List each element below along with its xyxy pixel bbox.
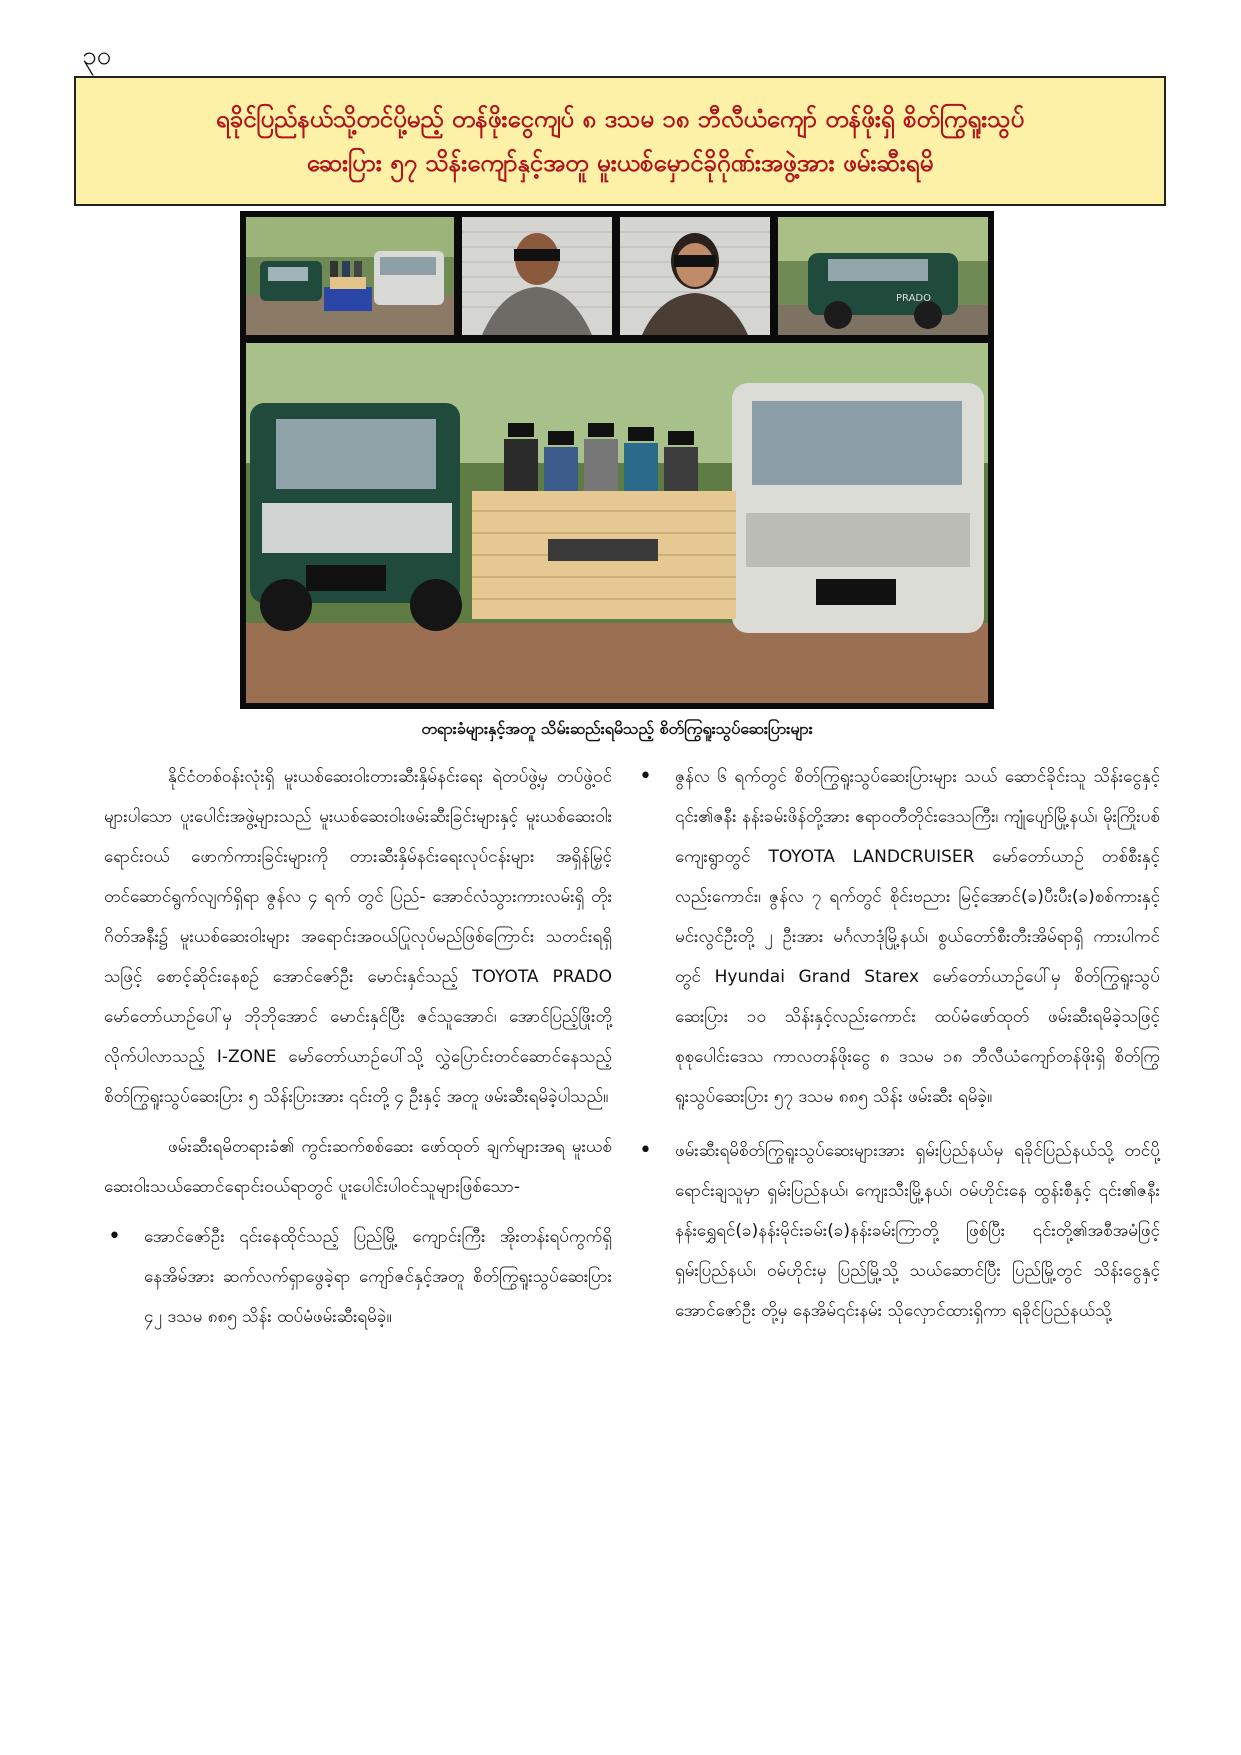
prado-badge-text: PRADO: [896, 293, 931, 304]
left-column: [104, 757, 612, 1351]
list-item: • အောင်ဇော်ဦး ၎င်းနေထိုင်သည့် ပြည်မြို့ ကျောင်းကြီး အိုးတန်းရပ်ကွက်ရှိ နေအိမ်အား ဆက်လက်ရှာဖွေခဲ့ရာ ကျော်ဇင်နှင့်အတူ စိတ်ကြွရူးသွပ်ဆေးပြား ၄၂ ဒသမ ၈၈၅ သိန်း ထပ်မံဖမ်းဆီးရမိခဲ့။: [104, 1217, 612, 1337]
photo-thumb-prado: [778, 217, 988, 335]
photo-thumb-vehicles-group: [246, 217, 454, 335]
headline-line-1: ရခိုင်ပြည်နယ်သို့တင်ပို့မည့် တန်ဖိုးငွေကျပ် ၈ ဒသမ ၁၈ ဘီလီယံကျော် တန်ဖိုးရှိ စိတ်ကြွရူးသွပ်: [215, 105, 1025, 133]
list-item: • ဖမ်းဆီးရမိစိတ်ကြွရူးသွပ်ဆေးများအား ရှမ်းပြည်နယ်မှ ရခိုင်ပြည်နယ်သို့ တင်ပို့ရောင်းချသူမှာ ရှမ်းပြည်နယ်၊ ကျေးသီးမြို့နယ်၊ ဝမ်ဟိုင်းနေ ထွန်းစီနှင့် ၎င်း၏ဇနီး နန်းရွှေရင်(ခ)နန်းမိုင်းခမ်း(ခ)နန်းခမ်းကြာတို့ ဖြစ်ပြီး ၎င်းတို့၏အစီအမံဖြင့် ရှမ်းပြည်နယ်၊ ဝမ်ဟိုင်းမှ ပြည်မြို့သို့ သယ်ဆောင်ပြီး ပြည်မြို့တွင် သိန်းငွေနှင့် အောင်ဇော်ဦး တို့မှ နေအိမ်၎င်းနမ်း သိုလှောင်ထားရှိကာ ရခိုင်ပြည်နယ်သို့: [635, 1131, 1160, 1331]
photo-collage: [240, 211, 994, 709]
photo-main-seizure: [246, 343, 988, 703]
photo-thumb-suspect-man: [462, 217, 612, 335]
page-number: ၃၀: [82, 41, 112, 71]
list-item: • ဇွန်လ ၆ ရက်တွင် စိတ်ကြွရူးသွပ်ဆေးပြားများ သယ် ဆောင်ခိုင်းသူ သိန်းငွေနှင့် ၎င်း၏ဇနီး နန်းခမ်းဖိန်တို့အား ဧရာဝတီတိုင်းဒေသကြီး၊ ကျုံပျော်မြို့နယ်၊ မိုးကြိုးပစ် ကျေးရွာတွင် TOYOTA LANDCRUISER မော်တော်ယာဉ် တစ်စီးနှင့်လည်းကောင်း၊ ဇွန်လ ၇ ရက်တွင် စိုင်းဗညား မြင့်အောင်(ခ)ပီးပီး(ခ)စစ်ကားနှင့် မင်းလွင်ဦးတို့ ၂ ဦးအား မင်္ဂလာဒုံမြို့နယ်၊ စွယ်တော်စီးတီးအိမ်ရာရှိ ကားပါကင် တွင် Hyundai Grand Starex မော်တော်ယာဉ်ပေါ်မှ စိတ်ကြွရူးသွပ်ဆေးပြား ၁၀ သိန်းနှင့်လည်းကောင်း ထပ်မံဖော်ထုတ် ဖမ်းဆီးရမိခဲ့သဖြင့် စုစုပေါင်းဒေသ ကာလတန်ဖိုးငွေ ၈ ဒသမ ၁၈ ဘီလီယံကျော်တန်ဖိုးရှိ စိတ်ကြွရူးသွပ်ဆေးပြား ၅၇ ဒသမ ၈၈၅ သိန်း ဖမ်းဆီး ရမိခဲ့။: [635, 757, 1160, 1117]
photo-caption: တရားခံများနှင့်အတူ သိမ်းဆည်းရမိသည့် စိတ်ကြွရူးသွပ်ဆေးပြားများ: [421, 719, 813, 738]
right-bullet-list: [635, 757, 1160, 1331]
body-paragraph-1: နိုင်ငံတစ်ဝန်းလုံးရှိ မူးယစ်ဆေးဝါးတားဆီးနှိမ်နင်းရေး ရဲတပ်ဖွဲ့မှ တပ်ဖွဲ့ဝင်များပါသော ပူးပေါင်းအဖွဲ့များသည် မူးယစ်ဆေးဝါးဖမ်းဆီးခြင်းများနှင့် မူးယစ်ဆေးဝါးရောင်းဝယ် ဖောက်ကားခြင်းများကို တားဆီးနှိမ်နင်းရေးလုပ်ငန်းများ အရှိန်မြှင့်တင်ဆောင်ရွက်လျက်ရှိရာ ဇွန်လ ၄ ရက် တွင် ပြည်- အောင်လံသွားကားလမ်းရှိ တိုးဂိတ်အနီး၌ မူးယစ်ဆေးဝါးများ အရောင်းအဝယ်ပြုလုပ်မည်ဖြစ်ကြောင်း သတင်းရရှိသဖြင့် စောင့်ဆိုင်းနေစဉ် အောင်ဇော်ဦး မောင်းနှင်သည့် TOYOTA PRADO မော်တော်ယာဉ်ပေါ်မှ ဘိုဘိုအောင် မောင်းနှင်ပြီး ဇင်သူအောင်၊ အောင်ပြည့်ဖြိုးတို့ လိုက်ပါလာသည့် I-ZONE မော်တော်ယာဉ်ပေါ်သို့ လွှဲပြောင်းတင်ဆောင်နေသည့် စိတ်ကြွရူးသွပ်ဆေးပြား ၅ သိန်းပြားအား ၎င်းတို့ ၄ ဦးနှင့် အတူ ဖမ်းဆီးရမိခဲ့ပါသည်။: [104, 767, 612, 1107]
headline-box: [74, 76, 1166, 206]
right-column: [635, 757, 1160, 1345]
left-bullet-list: [104, 1217, 612, 1337]
photo-thumb-suspect-woman: [620, 217, 770, 335]
body-paragraph-2: ဖမ်းဆီးရမိတရားခံ၏ ကွင်းဆက်စစ်ဆေး ဖော်ထုတ် ချက်များအရ မူးယစ်ဆေးဝါးသယ်ဆောင်ရောင်းဝယ်ရာတွင် ပူးပေါင်းပါဝင်သူများဖြစ်သော-: [104, 1137, 612, 1197]
headline-line-2: ဆေးပြား ၅၇ သိန်းကျော်နှင့်အတူ မူးယစ်မှောင်ခိုဂိုဏ်းအဖွဲ့အား ဖမ်းဆီးရမိ: [306, 149, 934, 177]
